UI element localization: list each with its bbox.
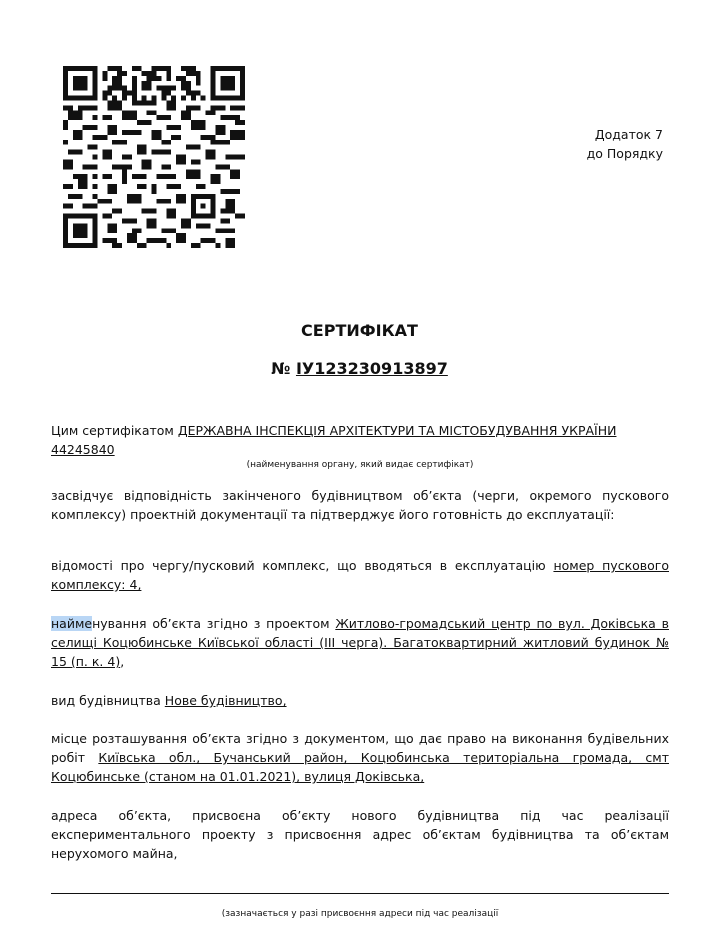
address-paragraph: адреса об’єкта, присвоєна об’єкту нового будівництва під час реалізації експериментального проекту з присвоєння адрес об’єктам будівництва та об’єктам нерухомого майна, (51, 808, 669, 861)
queue-value: номер пускового комплексу: 4, (51, 558, 669, 592)
address-caption: (зазначається у разі присвоєння адреси під час реалізації (221, 909, 499, 919)
queue-lead: відомості про чергу/пусковий комплекс, що вводяться в експлуатацію (51, 558, 554, 573)
certificate-number (0, 359, 719, 378)
queue-paragraph (51, 556, 669, 594)
location-paragraph (51, 729, 669, 786)
object-name-value: Житлово-громадський центр по вул. Доківська в селищі Коцюбинське Київської області (ІІІ черга). Багатоквартирний житловий будинок № 15 (п. к. 4) (51, 616, 669, 669)
appendix-reference (587, 125, 663, 163)
certifies-paragraph: засвідчує відповідність закінченого будівництвом об’єкта (черги, окремого пускового комплексу) проектній документації та підтверджує його готовність до експлуатації: (51, 488, 669, 522)
issuer-lead: Цим сертифікатом (51, 423, 178, 438)
qr-code-icon (63, 66, 245, 248)
issuer-code: 44245840 (51, 442, 115, 457)
issuer-name: ДЕРЖАВНА ІНСПЕКЦІЯ АРХІТЕКТУРИ ТА МІСТОБУДУВАННЯ УКРАЇНИ (177, 423, 617, 438)
number-prefix: № (271, 359, 291, 378)
construction-type-paragraph (51, 691, 669, 710)
construction-type-value: Нове будівництво, (164, 693, 287, 708)
construction-type-lead: вид будівництва (51, 693, 165, 708)
appendix-line-2: до Порядку (586, 146, 663, 161)
document-title: СЕРТИФІКАТ (301, 321, 418, 340)
location-value: Київська обл., Бучанський район, Коцюбинська територіальна громада, смт Коцюбинське (станом на 01.01.2021), вулиця Доківська, (51, 750, 669, 784)
issuer-paragraph (51, 421, 669, 459)
object-name-paragraph (51, 614, 669, 671)
address-fill-line (51, 893, 669, 894)
issuer-caption: (найменування органу, який видає сертифікат) (246, 460, 474, 470)
number-value: ІУ123230913897 (295, 359, 448, 378)
object-name-tail: , (120, 654, 125, 669)
appendix-line-1: Додаток 7 (594, 127, 663, 142)
object-name-lead: нування об’єкта згідно з проектом (92, 616, 336, 631)
selected-text: найме (51, 616, 93, 631)
location-lead: місце розташування об’єкта згідно з документом, що дає право на виконання будівельних робіт (51, 731, 669, 765)
